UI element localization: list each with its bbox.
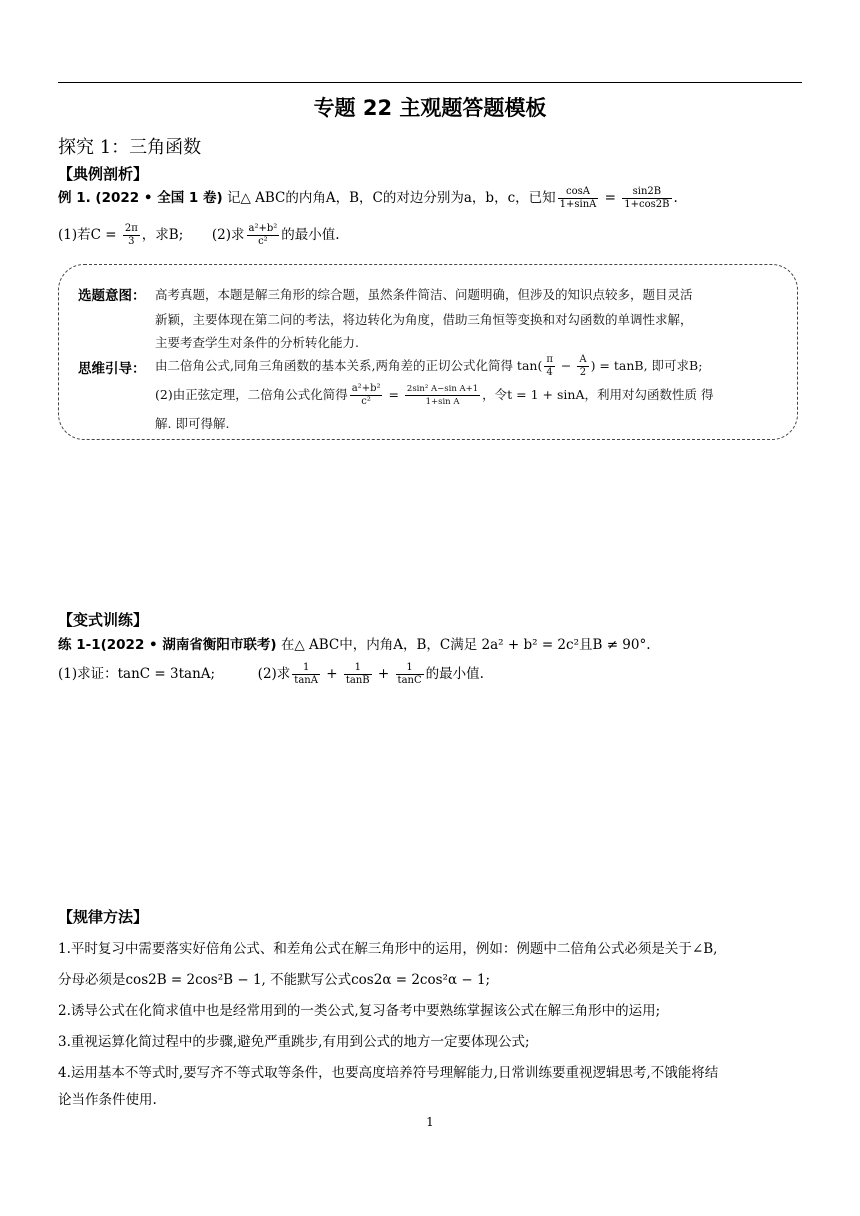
guide-line-3: 解. 即可得解. xyxy=(155,416,230,431)
example-section-label: 【典例剖析】 xyxy=(58,165,149,183)
variant-question-2: (2)求 $\frac{1}{\tan A}$ + $\frac{1}{\tan B}$ + $\frac{1}{\tan C}$ 的最小值. xyxy=(257,662,484,686)
header-rule xyxy=(58,82,802,83)
variant-question-1: (1)求证：tanC = 3tanA; xyxy=(58,666,216,682)
rule-line: 4.运用基本不等式时,要写齐不等式取等条件，也要高度培养符号理解能力,日常训练要重视逻辑思考,不饿能将结 xyxy=(58,1065,719,1081)
variant-label: 练 1-1(2022 • 湖南省衡阳市联考) xyxy=(58,637,277,653)
fraction: $\frac{\cos A}{1+\sin A}$ xyxy=(559,186,597,210)
guide-line-1: 由二倍角公式,同角三角函数的基本关系,两角差的正切公式化简得 tan( $\frac{\pi}{4}$ − $\frac{A}{2}$ ) = tanB, 即可求B; xyxy=(155,354,703,378)
rule-line: 3.重视运算化简过程中的步骤,避免严重跳步,有用到公式的地方一定要体现公式; xyxy=(58,1034,530,1050)
question-2: (2)求 $\frac{\text{a²+b²}}{\text{c²}}$ 的最小值. xyxy=(211,223,340,247)
rules-section-label: 【规律方法】 xyxy=(58,908,149,926)
variant-questions xyxy=(58,662,484,687)
example-questions xyxy=(58,223,340,248)
page-number: 1 xyxy=(426,1115,434,1129)
rule-line: 分母必须是cos2B = 2cos²B − 1, 不能默写公式cos2α = 2cos²α − 1; xyxy=(58,972,491,988)
rule-line: 2.诱导公式在化简求值中也是经常用到的一类公式,复习备考中要熟练掌握该公式在解三角形中的运用; xyxy=(58,1003,661,1019)
page-title: 专题 22 主观题答题模板 xyxy=(313,96,547,120)
example-label: 例 1. (2022 • 全国 1 卷) xyxy=(58,190,223,206)
intent-label: 选题意图： xyxy=(78,288,146,304)
guide-line-2: (2)由正弦定理，二倍角公式化简得 $\frac{\text{a²+b²}}{\text{c²}}$ = $\frac{\text{2sin² A−sin A+1}}{\text{1+sin A}}$ ，令t = 1 + sinA，利用对勾函数性质 得 xyxy=(155,383,714,407)
intent-line: 主要考查学生对条件的分析转化能力. xyxy=(155,335,359,350)
variant-text: 在△ ABC中，内角A，B，C满足 2a² + b² = 2c²且B ≠ 90°. xyxy=(276,637,651,653)
intent-line: 新颖，主要体现在第二问的考法，将边转化为角度，借助三角恒等变换和对勾函数的单调性求解， xyxy=(155,312,693,327)
intent-line: 高考真题，本题是解三角形的综合题，虽然条件简洁、问题明确，但涉及的知识点较多，题目灵活 xyxy=(155,287,693,302)
section-heading: 探究 1：三角函数 xyxy=(58,137,202,158)
rule-line: 论当作条件使用. xyxy=(58,1092,157,1108)
fraction: $\frac{\sin 2B}{1+\cos 2B}$ xyxy=(624,186,670,210)
example-text: 记△ ABC的内角A，B，C的对边分别为a，b，c，已知 xyxy=(222,190,556,206)
guide-label: 思维引导： xyxy=(78,361,146,377)
example-statement: 例 1. (2022 • 全国 1 卷) 记△ ABC的内角A，B，C的对边分别为a，b，c，已知 $\frac{\cos A}{1+\sin A}$ = $\frac{\sin 2B}{1+\cos 2B}$ . xyxy=(58,186,678,210)
rule-line: 1.平时复习中需要落实好倍角公式、和差角公式在解三角形中的运用，例如：例题中二倍角公式必须是关于∠B, xyxy=(58,941,718,957)
question-1: (1)若C = $\frac{2\pi}{3}$ ，求B; xyxy=(58,223,184,247)
variant-section-label: 【变式训练】 xyxy=(58,611,149,629)
variant-statement xyxy=(58,633,651,653)
